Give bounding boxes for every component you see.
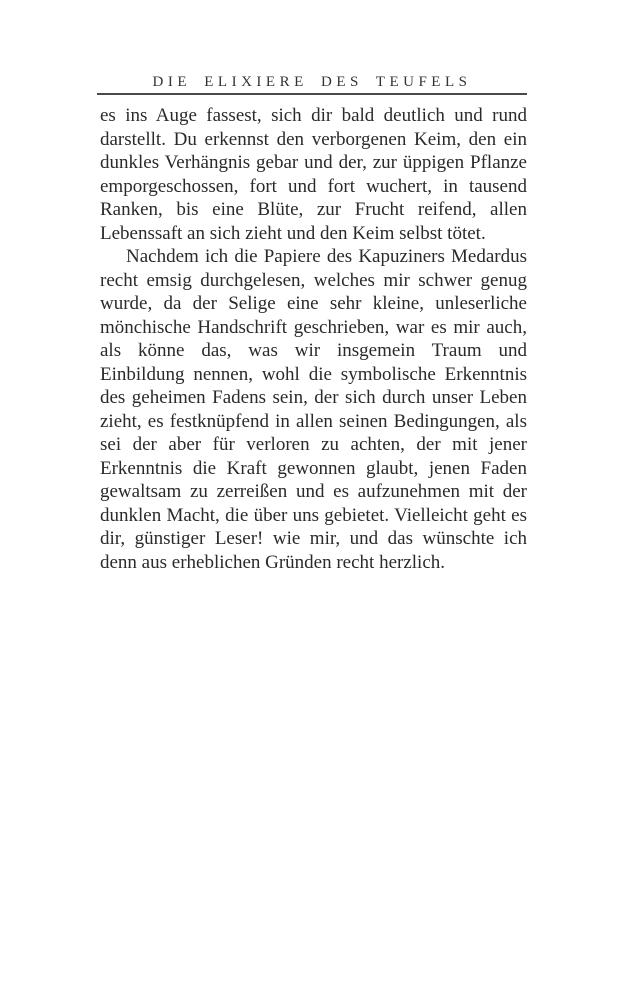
running-header: DIE ELIXIERE DES TEUFELS (152, 74, 472, 90)
paragraph: es ins Auge fassest, sich dir bald deutlich und rund darstellt. Du erkennst den verborgenen Keim, den ein dunkles Verhängnis gebar und der, zur üppigen Pflanze emporgeschossen, fort und fort wuchert, in tausend Ranken, bis eine Blüte, zur Frucht reifend, allen Lebenssaft an sich zieht und den Keim selbst tötet. (100, 105, 527, 244)
page-body (100, 104, 527, 574)
header-rule (97, 93, 527, 95)
paragraph: Nachdem ich die Papiere des Kapuziners Medardus recht emsig durchgelesen, welches mir schwer genug wurde, da der Selige eine sehr kleine, unleserliche mönchische Handschrift geschrieben, war es mir auch, als könne das, was wir insgemein Traum und Einbildung nennen, wohl die symbolische Erkenntnis des geheimen Fadens sein, der sich durch unser Leben zieht, es festknüpfend in allen seinen Bedingungen, als sei der aber für verloren zu achten, der mit jener Erkenntnis die Kraft gewonnen glaubt, jenen Faden gewaltsam zu zerreißen und es aufzunehmen mit der dunklen Macht, die über uns gebietet. Vielleicht geht es dir, günstiger Leser! wie mir, und das wünschte ich denn aus erheblichen Gründen recht herzlich. (100, 246, 527, 573)
